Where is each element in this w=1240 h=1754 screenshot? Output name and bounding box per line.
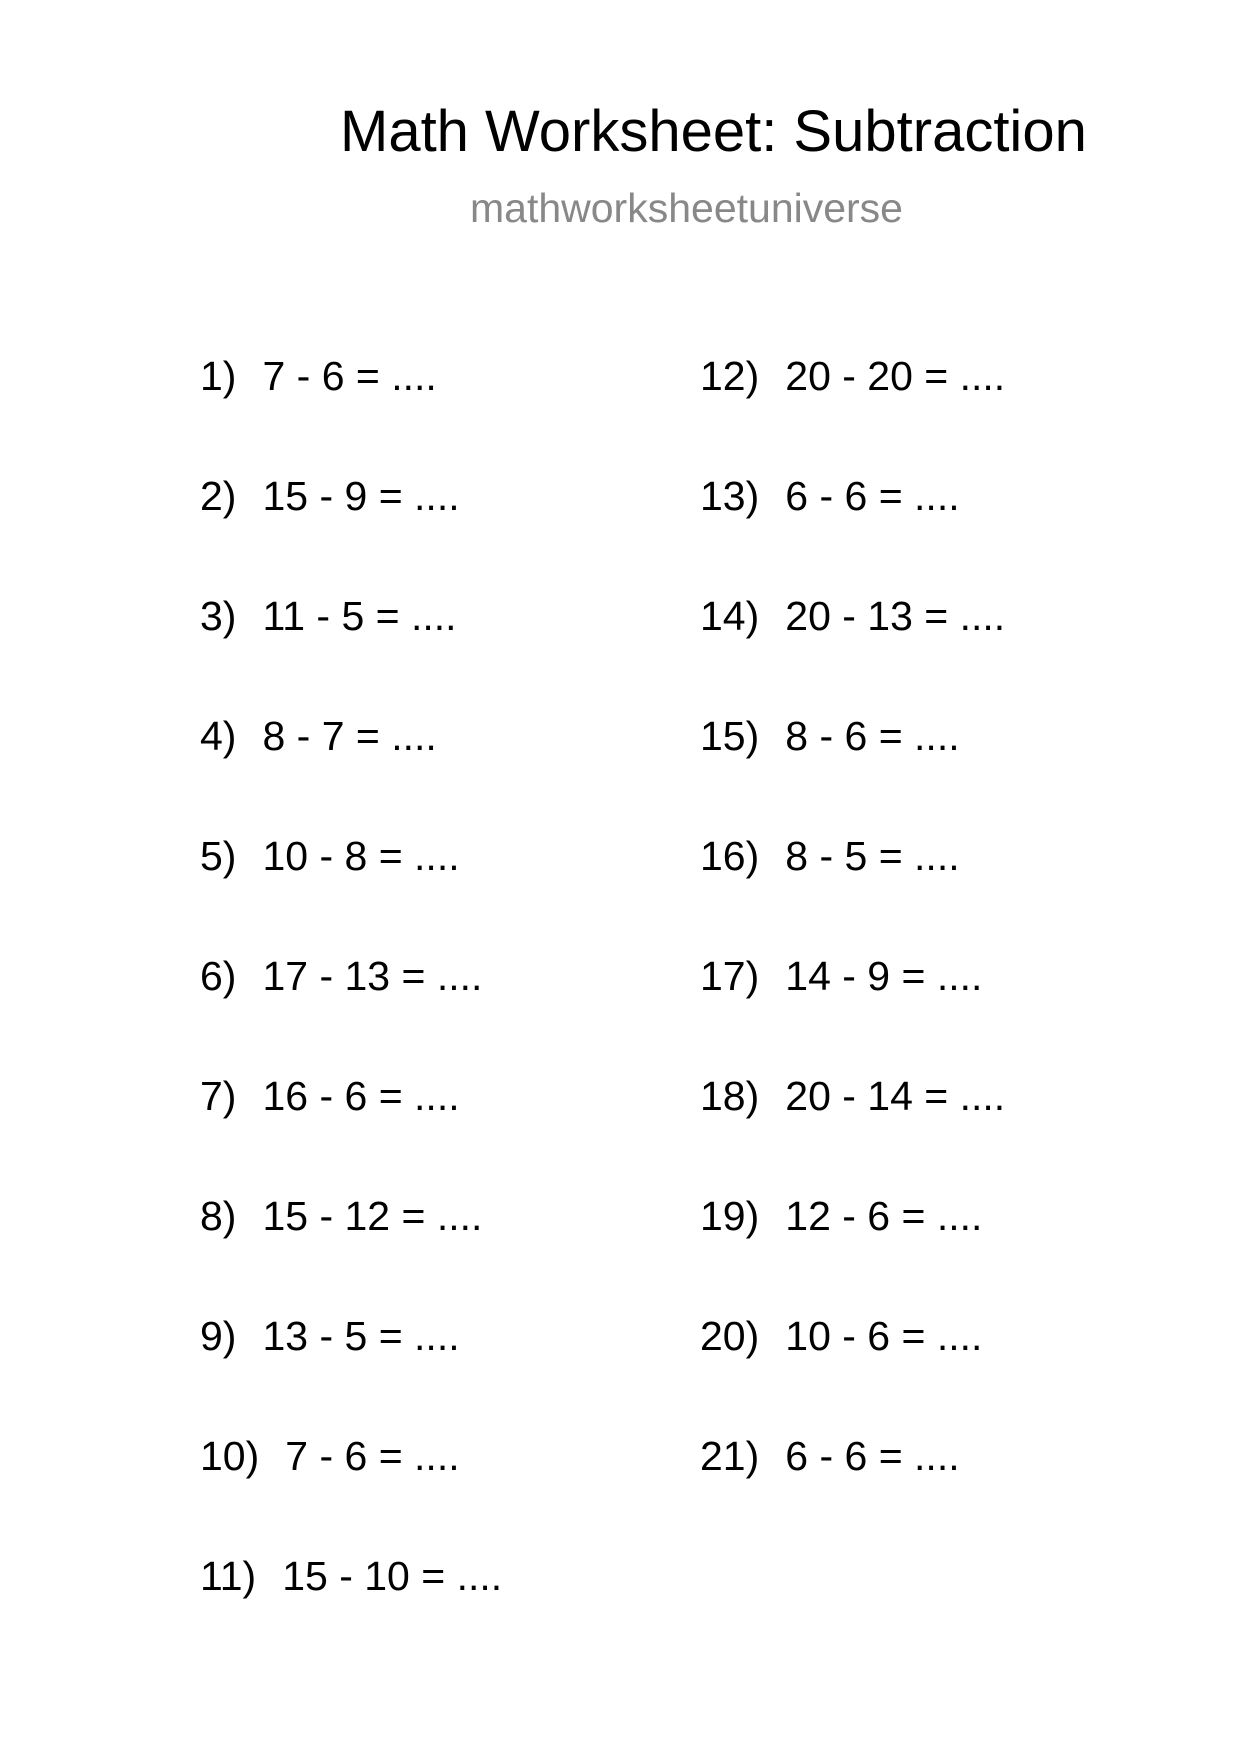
problem-5	[200, 831, 720, 951]
problem-8	[200, 1191, 720, 1311]
problem-number: 6)	[200, 953, 237, 999]
problem-expression: 8 - 5 = ....	[785, 833, 960, 879]
problem-expression: 13 - 5 = ....	[262, 1313, 460, 1359]
problem-6	[200, 951, 720, 1071]
problem-number: 11)	[200, 1553, 257, 1599]
problem-column-left	[200, 351, 720, 1671]
problem-number: 17)	[700, 953, 760, 999]
problem-7	[200, 1071, 720, 1191]
problem-13	[700, 471, 1220, 591]
problem-number: 1)	[200, 353, 237, 399]
problem-expression: 10 - 8 = ....	[262, 833, 460, 879]
problem-expression: 6 - 6 = ....	[785, 1433, 960, 1479]
problem-16	[700, 831, 1220, 951]
problem-number: 8)	[200, 1193, 237, 1239]
problem-expression: 10 - 6 = ....	[785, 1313, 983, 1359]
problem-10	[200, 1431, 720, 1551]
problem-expression: 12 - 6 = ....	[785, 1193, 983, 1239]
problem-number: 18)	[700, 1073, 760, 1119]
problem-number: 12)	[700, 353, 760, 399]
page-title: Math Worksheet: Subtraction	[340, 99, 1087, 164]
problem-column-right	[700, 351, 1220, 1551]
problem-14	[700, 591, 1220, 711]
problem-number: 13)	[700, 473, 760, 519]
problem-3	[200, 591, 720, 711]
problem-4	[200, 711, 720, 831]
problem-number: 10)	[200, 1433, 260, 1479]
problem-15	[700, 711, 1220, 831]
problem-1	[200, 351, 720, 471]
problem-number: 3)	[200, 593, 237, 639]
problem-expression: 20 - 20 = ....	[785, 353, 1006, 399]
problem-number: 5)	[200, 833, 237, 879]
problem-2	[200, 471, 720, 591]
problem-number: 20)	[700, 1313, 760, 1359]
problem-number: 4)	[200, 713, 237, 759]
problem-number: 2)	[200, 473, 237, 519]
problem-20	[700, 1311, 1220, 1431]
problem-expression: 14 - 9 = ....	[785, 953, 983, 999]
problem-19	[700, 1191, 1220, 1311]
problem-number: 21)	[700, 1433, 760, 1479]
problem-expression: 15 - 12 = ....	[262, 1193, 483, 1239]
problem-12	[700, 351, 1220, 471]
problem-21	[700, 1431, 1220, 1551]
problem-number: 19)	[700, 1193, 760, 1239]
problem-17	[700, 951, 1220, 1071]
problem-expression: 20 - 13 = ....	[785, 593, 1006, 639]
problem-expression: 7 - 6 = ....	[285, 1433, 460, 1479]
problem-number: 16)	[700, 833, 760, 879]
problem-11	[200, 1551, 720, 1671]
problem-expression: 6 - 6 = ....	[785, 473, 960, 519]
problem-expression: 20 - 14 = ....	[785, 1073, 1006, 1119]
problem-9	[200, 1311, 720, 1431]
problem-expression: 11 - 5 = ....	[262, 593, 457, 639]
problem-number: 7)	[200, 1073, 237, 1119]
problem-expression: 8 - 6 = ....	[785, 713, 960, 759]
problem-number: 9)	[200, 1313, 237, 1359]
problem-expression: 17 - 13 = ....	[262, 953, 483, 999]
problem-18	[700, 1071, 1220, 1191]
problem-expression: 15 - 9 = ....	[262, 473, 460, 519]
problem-number: 14)	[700, 593, 760, 639]
problem-expression: 8 - 7 = ....	[262, 713, 437, 759]
problem-expression: 16 - 6 = ....	[262, 1073, 460, 1119]
problem-number: 15)	[700, 713, 760, 759]
problem-expression: 7 - 6 = ....	[262, 353, 437, 399]
problem-expression: 15 - 10 = ....	[282, 1553, 503, 1599]
page-subtitle: mathworksheetuniverse	[470, 185, 903, 231]
